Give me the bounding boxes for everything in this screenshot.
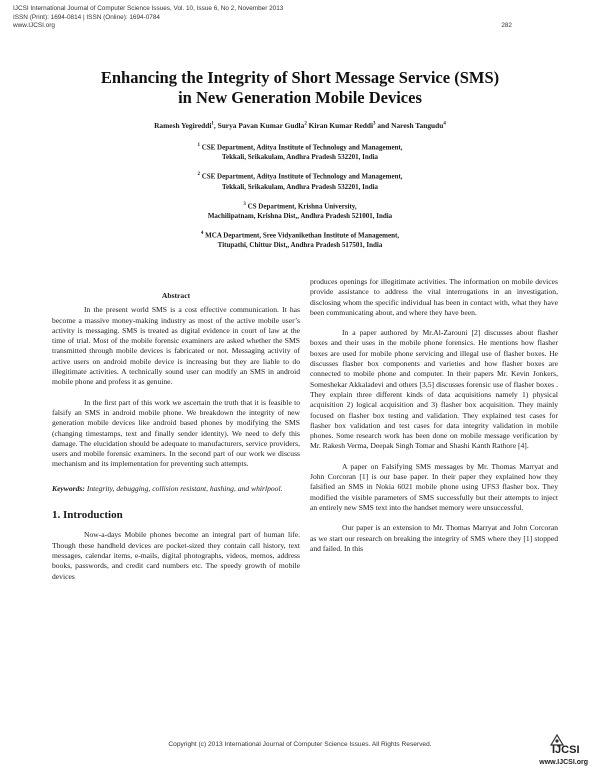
affiliation — [0, 170, 600, 191]
left-column — [52, 277, 300, 592]
affiliation-sup: 3 — [243, 201, 246, 207]
journal-website[interactable]: www.IJCSI.org — [13, 22, 55, 30]
affiliation-line: CSE Department, Aditya Institute of Technology and Management, — [201, 172, 403, 181]
keywords-label: Keywords: — [52, 483, 85, 493]
affiliation-line: Machilipatnam, Krishna Dist,, Andhra Pradesh 521001, India — [207, 211, 393, 220]
page-number: 282 — [501, 22, 512, 29]
abstract-paragraph: In the first part of this work we ascertain the truth that it is feasible to falsify an SMS in android mobile phone. We breakdown the integrity of new generation mobile devices like android based phones by modifying the SMS (changing timestamps, text and finally sender identity). We need to defy this damage. The elucidation should be adequate to manufacturers, service providers, users and mobile forensic examiners. In the second part of our work we discuss mechanism and its implementation for preventing such attempts. — [52, 397, 300, 469]
abstract-paragraph: In the present world SMS is a cost effective communication. It has become a massive money-making industry as most of the active mobile user’s activity is messaging. SMS is treated as digital evidence in court of law at the time of trial. Most of the mobile forensic examiners are asked whether the SMS transmitted through mobile devices is fabricated or not. Messaging activity of active users on android mobile device is increasing but they are liable to do illegitimate activities. A technically sound user can modify an SMS in android mobile phone and profess it as genuine. — [52, 305, 300, 387]
body-paragraph: In a paper authored by Mr.Al-Zarouni [2] discusses about flasher boxes and their uses in the mobile phone forensics. He mentions how flasher boxes are used for mobile phone servicing and illegal use of flasher boxes. He discusses flasher box components and varieties and how flasher boxes are connected to mobile phone and computer. In their papers Mr. Kevin Jonkers, Someshekar Akkaladevi and others [3,5] discusses forensic use of flasher boxes . They explain three different kinds of data acquisitions namely 1) physical acquisition 2) logical acquisition and 3) flasher box acquisition. They mainly focused on flasher box testing and validation. They explained test cases for flasher box validation and test cases for data integrity validation in mobile phones. Some research work has been done on mobile message verification by Mr. Rakesh Verma, Deepak Singh Tomar and Shashi Kanth Rathore [4]. — [310, 328, 558, 451]
affiliation-line: CS Department, Krishna University, — [247, 201, 357, 210]
affiliation-line: CSE Department, Aditya Institute of Technology and Management, — [201, 143, 403, 152]
body-paragraph: Our paper is an extension to Mr. Thomas Marryat and John Corcoran as we start our research on breaking the integrity of SMS where they [1] stopped and failed. In this — [310, 523, 558, 553]
affiliation-sup: 4 — [200, 230, 204, 236]
affiliation-line: Titupathi, Chittur Dist,, Andhra Pradesh 517501, India — [217, 241, 383, 250]
keywords — [52, 484, 300, 494]
section-heading: 1. Introduction — [52, 509, 123, 522]
author-separator: and — [375, 121, 392, 130]
author-sup: 2 — [304, 121, 307, 127]
title-line: Enhancing the Integrity of Short Message Service (SMS) — [100, 68, 500, 87]
paper-title — [0, 68, 600, 108]
author-sup: 3 — [373, 121, 376, 127]
author-name: Kiran Kumar Reddi — [308, 121, 374, 130]
author-name: Naresh Tangudu — [391, 121, 444, 130]
ijcsi-logo — [524, 734, 588, 772]
author-separator: , — [213, 121, 218, 130]
author-list — [0, 121, 600, 130]
title-line: in New Generation Mobile Devices — [178, 88, 422, 107]
right-column — [310, 277, 558, 564]
issn-line: ISSN (Print): 1694-0814 | ISSN (Online): 1694-0784 — [13, 13, 160, 21]
abstract-heading: Abstract — [161, 291, 191, 300]
body-paragraph: Now-a-days Mobile phones become an integral part of human life. Though these handheld devices are pocket-sized they contain call history, text messages, calendar items, e-mails, digital photographs, videos, memos, address books, passwords, and credit card numbers etc. The speedy growth of mobile devices — [52, 530, 300, 581]
author-sup: 4 — [443, 121, 446, 127]
journal-header-line: IJCSI International Journal of Computer Science Issues, Vol. 10, Issue 6, No 2, November 2013 — [13, 5, 284, 12]
affiliation — [0, 200, 600, 221]
logo-text: IJCSI — [552, 744, 580, 756]
body-paragraph: produces openings for illegitimate activities. The information on mobile devices provide assistance to address the vital interrogations in an investigation, disclosing whom the specific individual has been in contact with, what they have been communicating about, and where they have been. — [310, 277, 558, 317]
affiliation-line: Tekkali, Srikakulam, Andhra Pradesh 532201, India — [221, 153, 379, 162]
journal-header — [13, 5, 283, 31]
logo-url[interactable]: www.IJCSI.org — [539, 759, 588, 766]
affiliation-line: MCA Department, Sree Vidyanikethan Institute of Management, — [205, 231, 400, 240]
copyright-footer: Copyright (c) 2013 International Journal of Computer Science Issues. All Rights Reserved. — [168, 741, 432, 748]
affiliation-list — [0, 141, 600, 258]
affiliation — [0, 141, 600, 162]
affiliation-sup: 2 — [197, 172, 200, 178]
affiliation — [0, 229, 600, 250]
author-sup: 1 — [211, 121, 214, 127]
author-name: Ramesh Yegireddi — [154, 121, 212, 130]
author-name: Surya Pavan Kumar Gudla — [217, 121, 305, 130]
keywords-text: Integrity, debugging, collision resistant, hashing, and whirlpool. — [86, 483, 283, 493]
affiliation-line: Tekkali, Srikakulam, Andhra Pradesh 532201, India — [221, 182, 379, 191]
body-paragraph: A paper on Falsifying SMS messages by Mr. Thomas Marryat and John Corcoran [1] is our base paper. In their paper they explained how they falsified an SMS in Nokia 6021 mobile phone using UFS3 flasher box. They modified the visible parameters of SMS successfully but their attempts to inject an entirely new SMS text into the handset memory were unsuccessful. — [310, 461, 558, 512]
affiliation-sup: 1 — [197, 143, 200, 148]
